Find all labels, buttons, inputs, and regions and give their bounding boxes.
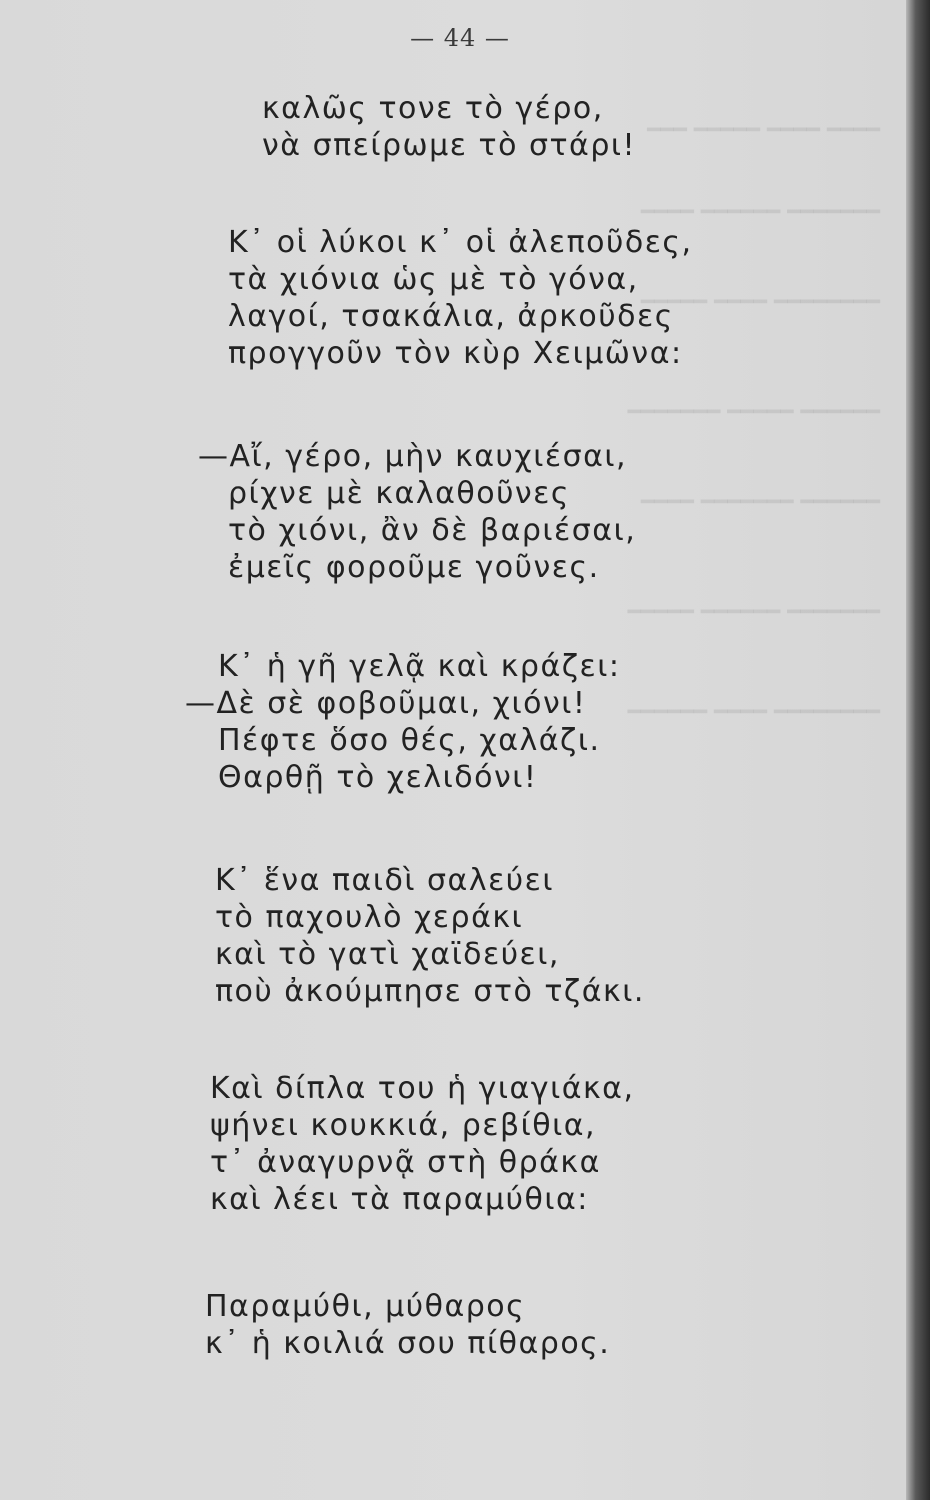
verse-line: —Δὲ σὲ φοβοῦμαι, χιόνι! [185,686,587,721]
stanza-5 [215,862,645,1010]
stanza-1 [262,90,636,164]
stanza-7 [205,1288,610,1362]
verse-line: κ᾽ ἡ κοιλιά σου πίθαρος. [205,1326,611,1361]
stanza-4 [185,648,621,796]
bleed-through-texture: ━━━━━━━ ━━━━━ ━━━━━━ [627,400,880,425]
bleed-through-texture: ━━━━━ ━━━━ ━━━━━━━━ [640,290,880,315]
page-number: — 44 — [410,24,510,52]
bleed-through-texture: ━━━━━ ━━━━━━ ━━━━━━━ [627,600,880,625]
verse-line: Κ᾽ ἕνα παιδὶ σαλεύει [215,863,555,898]
bleed-through-texture: ━━━━ ━━━━━━ ━━━━━━━ [640,200,880,225]
verse-line: Καὶ δίπλα του ἡ γιαγιάκα, [210,1071,635,1106]
verse-line: —Αἴ, γέρο, μὴν καυχιέσαι, [198,439,628,474]
verse-line: καὶ λέει τὰ παραμύθια: [210,1182,589,1217]
verse-line: Κ᾽ οἱ λύκοι κ᾽ οἱ ἀλεποῦδες, [228,225,693,260]
verse-line: Κ᾽ ἡ γῆ γελᾷ καὶ κράζει: [218,649,621,684]
verse-line: λαγοί, τσακάλια, ἀρκοῦδες [228,299,674,334]
verse-line: νὰ σπείρωμε τὸ στάρι! [262,128,637,163]
verse-line: καλῶς τονε τὸ γέρο, [262,91,604,126]
verse-line: Παραμύθι, μύθαρος [205,1289,526,1324]
stanza-2 [228,224,693,372]
verse-line: Θαρθῇ τὸ χελιδόνι! [218,760,538,795]
verse-line: προγγοῦν τὸν κὺρ Χειμῶνα: [228,336,683,371]
bleed-through-texture: ━━━ ━━━━━ ━━━━ ━━━━ [647,118,880,143]
verse-line: Πέφτε ὅσο θές, χαλάζι. [218,723,601,758]
bleed-through-texture: ━━━━ ━━━━━━━ ━━━━━━ [640,490,880,515]
verse-line: ψήνει κουκκιά, ρεβίθια, [210,1108,597,1143]
verse-line: τὸ παχουλὸ χεράκι [215,900,524,935]
book-spine-shadow [906,0,930,1500]
verse-line: καὶ τὸ γατὶ χαϊδεύει, [215,937,560,972]
stanza-6 [210,1070,634,1218]
verse-line: τὸ χιόνι, ἂν δὲ βαριέσαι, [228,513,637,548]
verse-line: τ᾽ ἀναγυρνᾷ στὴ θράκα [210,1145,601,1180]
stanza-3 [198,438,636,586]
verse-line: ποὺ ἀκούμπησε στὸ τζάκι. [215,974,645,1009]
verse-line: τὰ χιόνια ὡς μὲ τὸ γόνα, [228,262,639,297]
verse-line: ἐμεῖς φοροῦμε γοῦνες. [228,550,600,585]
verse-line: ρίχνε μὲ καλαθοῦνες [228,476,571,511]
bleed-through-texture: ━━━━━━ ━━━━ ━━━━━━━━ [627,700,880,725]
